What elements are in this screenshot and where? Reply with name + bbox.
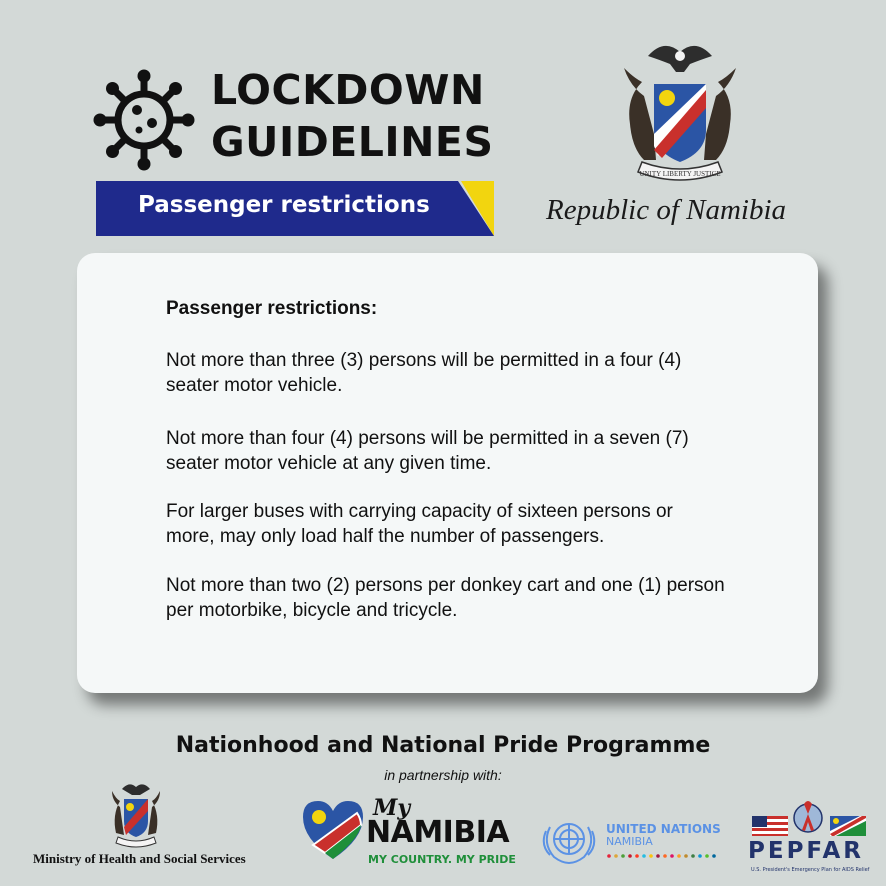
content-card (77, 253, 818, 693)
un-emblem-icon (540, 815, 598, 867)
page-title (211, 64, 493, 168)
title-line-1: LOCKDOWN (211, 66, 485, 114)
coat-of-arms-motto: UNITY LIBERTY JUSTICE (639, 170, 721, 178)
restriction-paragraph: Not more than four (4) persons will be permitted in a seven (7) seater motor vehicle at any given time. (166, 428, 689, 474)
virus-icon (92, 68, 196, 172)
title-line-2: GUIDELINES (211, 118, 494, 166)
un-country: NAMIBIA (606, 835, 653, 848)
banner-label: Passenger restrictions (138, 192, 430, 218)
restriction-paragraph: Not more than two (2) persons per donkey cart and one (1) person per motorbike, bicycle and tricycle. (166, 575, 725, 621)
mynamibia-name: NAMIBIA (366, 815, 510, 850)
un-name: UNITED NATIONS (606, 822, 721, 836)
republic-label: Republic of Namibia (546, 194, 787, 226)
mynamibia-heart-icon (299, 795, 367, 863)
card-heading: Passenger restrictions: (166, 298, 378, 319)
pepfar-name: PEPFAR (748, 838, 865, 864)
section-banner (96, 181, 496, 236)
restriction-paragraph: Not more than three (3) persons will be permitted in a four (4) seater motor vehicle. (166, 350, 682, 396)
ministry-label: Ministry of Health and Social Services (33, 851, 246, 866)
pepfar-subtitle: U.S. President's Emergency Plan for AIDS Relief (751, 867, 870, 873)
namibia-flag-icon (830, 816, 866, 836)
pepfar-flags-icon (750, 800, 868, 838)
programme-title: Nationhood and National Pride Programme (175, 733, 711, 758)
ministry-coat-of-arms-icon (104, 781, 168, 851)
un-sdg-dots (606, 853, 718, 859)
mynamibia-my: My (373, 795, 411, 821)
restriction-paragraph: For larger buses with carrying capacity of sixteen persons or more, may only load half the number of passengers. (166, 501, 673, 547)
coat-of-arms-icon (604, 38, 756, 188)
us-flag-icon (752, 816, 788, 836)
ribbon-globe-icon (794, 801, 822, 832)
partnership-label: in partnership with: (384, 767, 502, 783)
mynamibia-tagline: MY COUNTRY. MY PRIDE (368, 853, 516, 866)
